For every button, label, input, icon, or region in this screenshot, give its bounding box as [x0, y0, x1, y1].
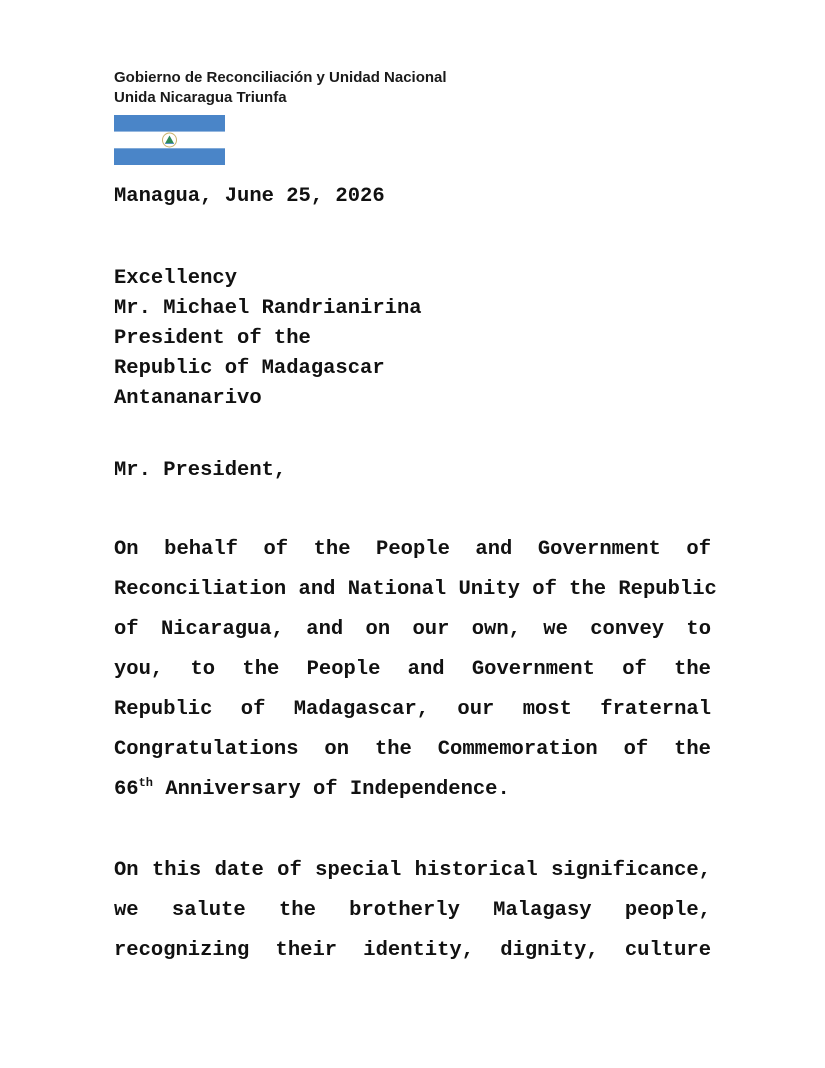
anniversary-number: 66 — [114, 778, 139, 801]
paragraph-line: we salute the brotherly Malagasy people, — [114, 899, 711, 922]
nicaragua-flag-icon — [114, 115, 225, 165]
addressee-country: Republic of Madagascar — [114, 357, 385, 380]
addressee-block — [114, 264, 422, 414]
paragraph-line-anniversary — [114, 770, 711, 810]
paragraph-line: you, to the People and Government of the — [114, 658, 711, 681]
paragraph-congratulations — [114, 530, 717, 810]
letterhead — [114, 68, 447, 108]
addressee-position: President of the — [114, 327, 311, 350]
paragraph-line: On behalf of the People and Government of — [114, 538, 711, 561]
anniversary-text: Anniversary of Independence. — [153, 778, 510, 801]
paragraph-salute — [114, 851, 711, 971]
paragraph-line: Republic of Madagascar, our most fraternal — [114, 698, 711, 721]
letter-date: Managua, June 25, 2026 — [114, 185, 385, 208]
paragraph-line: Reconciliation and National Unity of the Republic — [114, 578, 717, 601]
letterhead-government-name: Gobierno de Reconciliación y Unidad Nacional — [114, 69, 447, 86]
paragraph-line: recognizing their identity, dignity, culture — [114, 939, 711, 962]
letterhead-slogan: Unida Nicaragua Triunfa — [114, 89, 287, 106]
addressee-title: Excellency — [114, 267, 238, 290]
salutation: Mr. President, — [114, 459, 287, 482]
ordinal-suffix: th — [138, 776, 154, 790]
paragraph-line: Congratulations on the Commemoration of the — [114, 738, 711, 761]
addressee-city: Antananarivo — [114, 387, 262, 410]
addressee-name: Mr. Michael Randrianirina — [114, 297, 422, 320]
paragraph-line: of Nicaragua, and on our own, we convey to — [114, 618, 711, 641]
paragraph-line: On this date of special historical significance, — [114, 859, 711, 882]
